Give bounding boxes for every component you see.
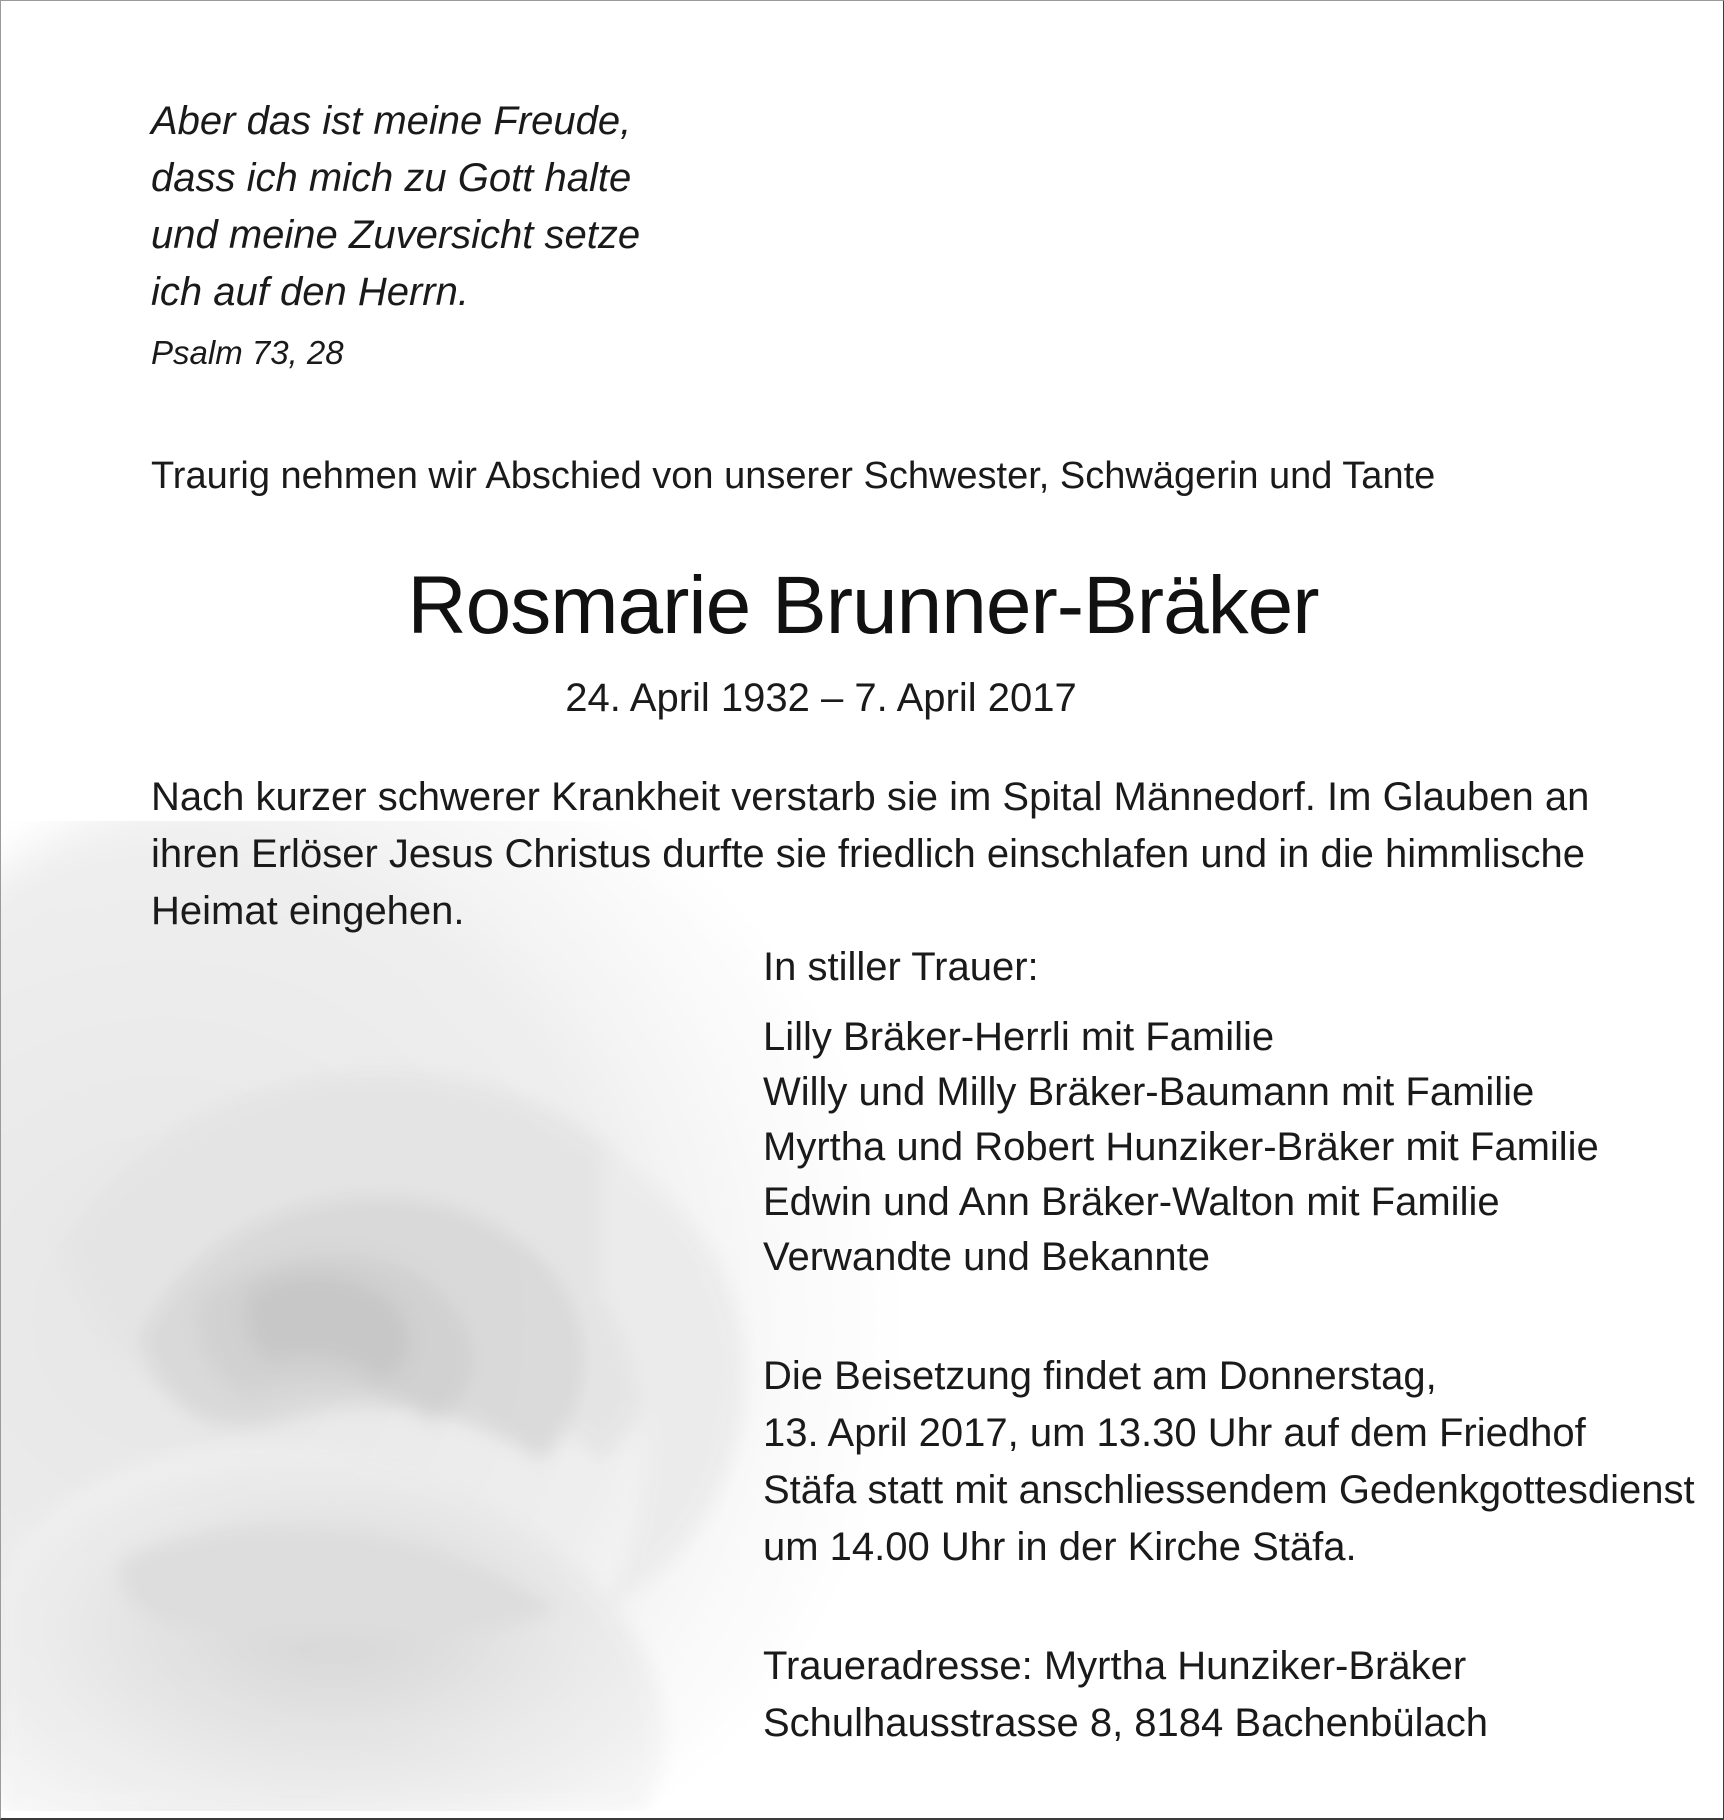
paragraph-line: Heimat eingehen. [151, 889, 465, 933]
address-line: Traueradresse: Myrtha Hunziker-Bräker [763, 1644, 1467, 1688]
verse-reference: Psalm 73, 28 [151, 334, 344, 371]
life-dates: 24. April 1932 – 7. April 2017 [565, 676, 1077, 720]
mourning-address [763, 1638, 1488, 1752]
burial-info [763, 1348, 1695, 1576]
mourner-item: Lilly Bräker-Herrli mit Familie [763, 1015, 1275, 1059]
verse-line: und meine Zuversicht setze [151, 213, 641, 257]
verse-line: dass ich mich zu Gott halte [151, 156, 632, 200]
obituary-paragraph [151, 769, 1589, 940]
burial-line: Stäfa statt mit anschliessendem Gedenkgottesdienst [763, 1468, 1695, 1512]
deceased-name: Rosmarie Brunner-Bräker [407, 560, 1319, 651]
mourner-item: Edwin und Ann Bräker-Walton mit Familie [763, 1180, 1500, 1224]
burial-line: um 14.00 Uhr in der Kirche Stäfa. [763, 1525, 1357, 1569]
burial-line: Die Beisetzung findet am Donnerstag, [763, 1354, 1437, 1398]
verse-line: ich auf den Herrn. [151, 270, 469, 314]
burial-line: 13. April 2017, um 13.30 Uhr auf dem Friedhof [763, 1411, 1586, 1455]
mourning-heading: In stiller Trauer: [763, 945, 1039, 989]
address-line: Schulhausstrasse 8, 8184 Bachenbülach [763, 1701, 1488, 1745]
bible-verse [151, 93, 640, 321]
verse-line: Aber das ist meine Freude, [151, 99, 632, 143]
mourners-list [763, 1010, 1599, 1285]
paragraph-line: ihren Erlöser Jesus Christus durfte sie friedlich einschlafen und in die himmlische [151, 832, 1585, 876]
mourner-item: Verwandte und Bekannte [763, 1235, 1211, 1279]
mourner-item: Willy und Milly Bräker-Baumann mit Familie [763, 1070, 1535, 1114]
intro-text: Traurig nehmen wir Abschied von unserer Schwester, Schwägerin und Tante [151, 455, 1436, 497]
paragraph-line: Nach kurzer schwerer Krankheit verstarb sie im Spital Männedorf. Im Glauben an [151, 775, 1590, 819]
mourner-item: Myrtha und Robert Hunziker-Bräker mit Familie [763, 1125, 1599, 1169]
